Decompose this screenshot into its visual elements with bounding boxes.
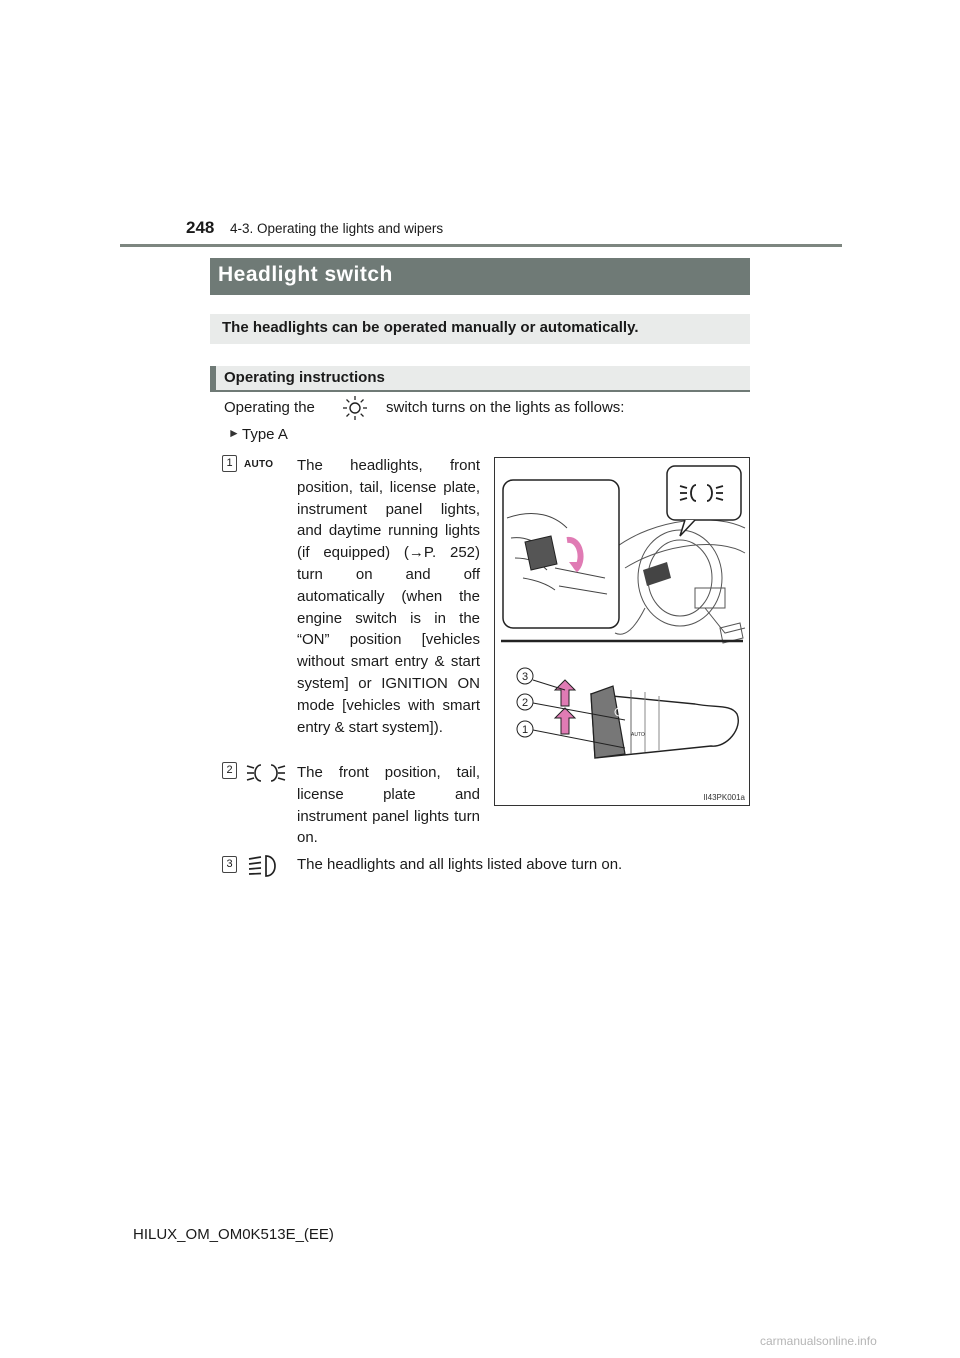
item-number-2: 2 [222, 762, 237, 779]
headlights-icon [246, 854, 282, 878]
subheading-bar [210, 366, 750, 392]
intro-box [210, 314, 750, 344]
illustration-drawing [495, 458, 749, 805]
page-title: Headlight switch [218, 263, 393, 286]
triangle-bullet-icon: ► [228, 426, 240, 440]
type-label: Type A [242, 426, 288, 443]
position-lights-icon [246, 762, 286, 784]
item-description-3: The headlights and all lights listed above turn on. [297, 856, 623, 873]
subheading-text: Operating instructions [224, 369, 385, 386]
item-description-1: The headlights, front position, tail, license plate, instrument panel lights, and daytime running lights (if equipped) (→P. 252) turn on and off automatically (when the engine switch is in the “ON” position [vehicles without smart entry & start system] or IGNITION ON mode [vehicles with smart entry & start system]). [297, 457, 480, 736]
document-footer: HILUX_OM_OM0K513E_(EE) [133, 1226, 334, 1243]
operating-text-start: Operating the [224, 399, 315, 416]
figure-code: II43PK001a [703, 793, 745, 802]
watermark: carmanualsonline.info [760, 1334, 877, 1348]
stalk-auto-label: AUTO [631, 732, 645, 738]
auto-symbol: AUTO [244, 459, 274, 470]
section-heading: 4-3. Operating the lights and wipers [230, 221, 444, 236]
subheading-accent [210, 366, 216, 392]
intro-text: The headlights can be operated manually or automatically. [222, 319, 639, 336]
item-number-1: 1 [222, 455, 237, 472]
item-description-2: The front position, tail, license plate and instrument panel lights turn on. [297, 764, 480, 847]
callout-1: 1 [521, 724, 529, 736]
callout-3: 3 [521, 671, 529, 683]
page-number: 248 [186, 218, 215, 237]
item-number-3: 3 [222, 856, 237, 873]
header-divider [120, 244, 842, 247]
headlight-switch-illustration [494, 457, 750, 806]
title-bar [210, 258, 750, 295]
headlight-switch-sun-icon [340, 395, 370, 421]
operating-text-end: switch turns on the lights as follows: [386, 399, 625, 416]
callout-2: 2 [521, 697, 529, 709]
